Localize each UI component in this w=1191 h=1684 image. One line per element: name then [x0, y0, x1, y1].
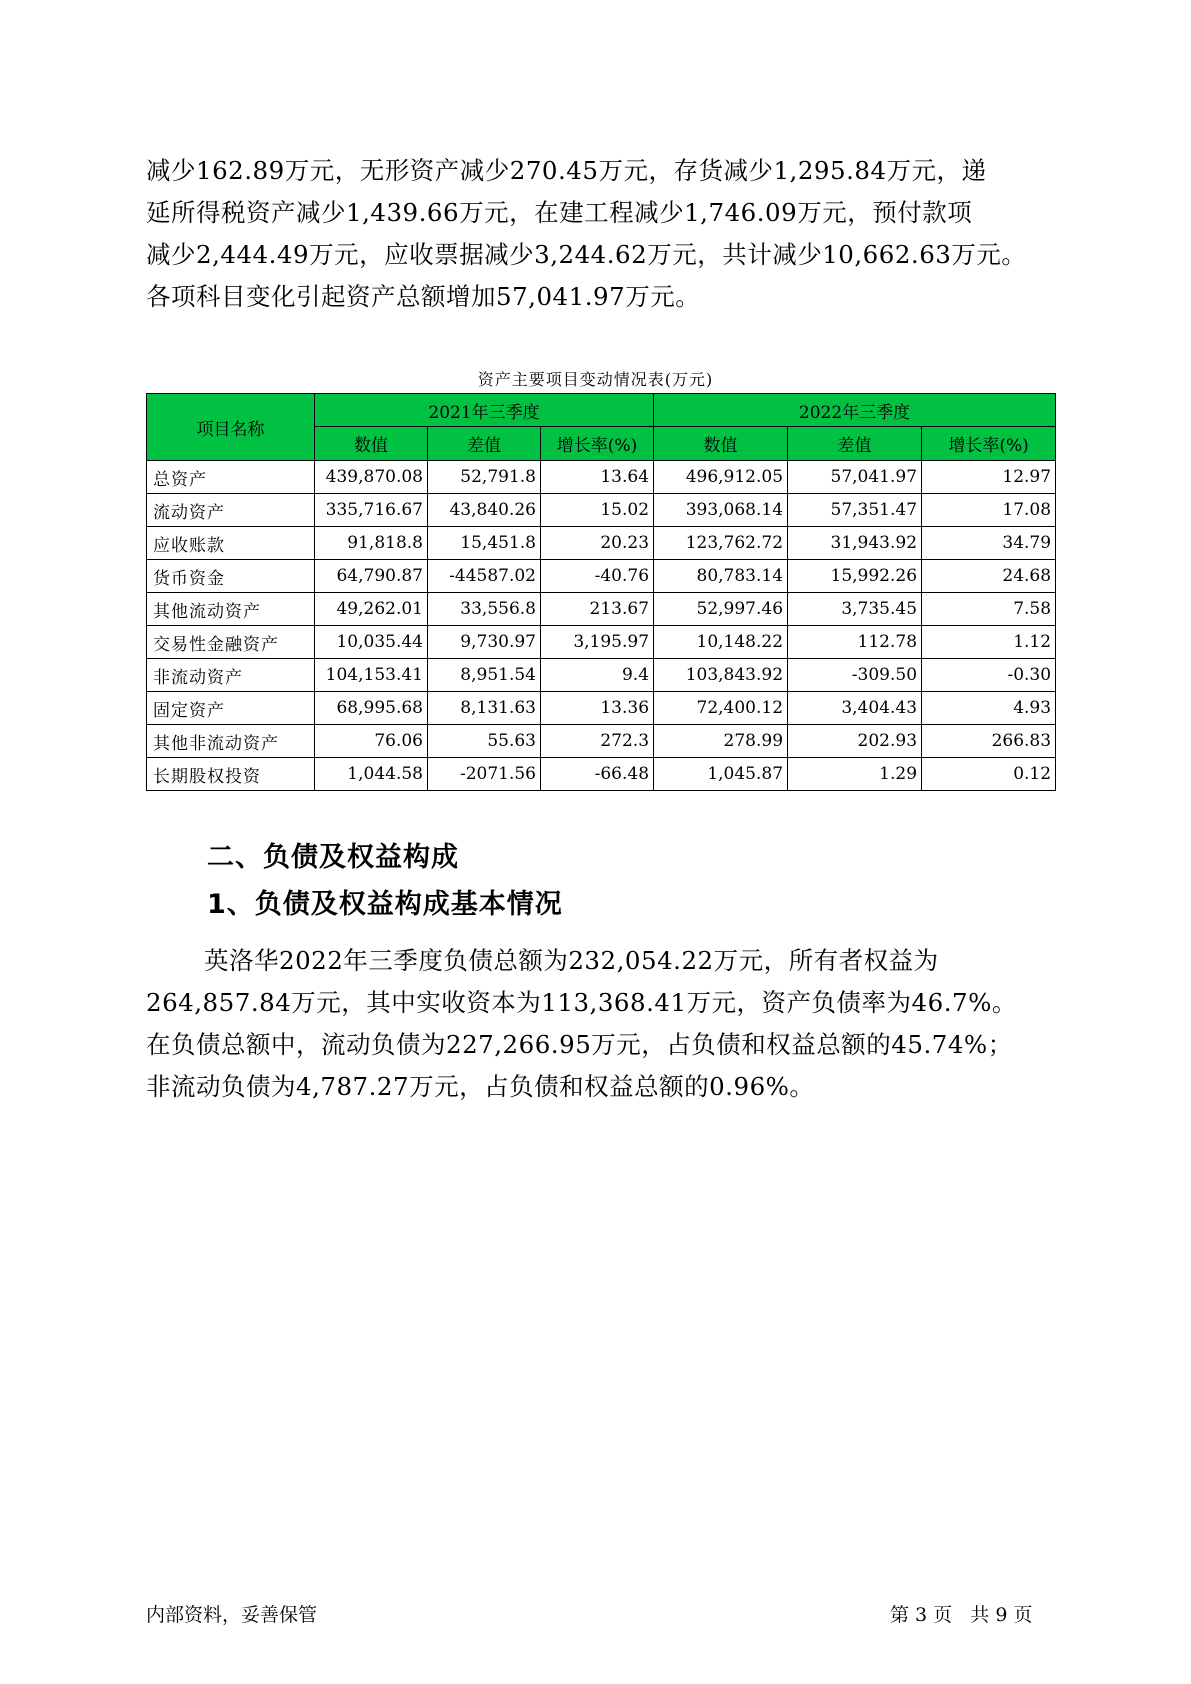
cell-value: 335,716.67 [315, 494, 428, 527]
subheader-difference: 差值 [428, 427, 541, 461]
cell-value: 104,153.41 [315, 659, 428, 692]
cell-value: 439,870.08 [315, 461, 428, 494]
body-line: 在负债总额中，流动负债为227,266.95万元，占负债和权益总额的45.74%； [146, 1030, 1013, 1059]
body-line: 英洛华2022年三季度负债总额为232,054.22万元，所有者权益为 [204, 946, 939, 975]
row-label: 固定资产 [147, 692, 315, 725]
cell-growth-rate: 12.97 [922, 461, 1056, 494]
row-label: 其他非流动资产 [147, 725, 315, 758]
cell-growth-rate: 9.4 [541, 659, 654, 692]
table-row [147, 725, 1056, 758]
cell-growth-rate: 24.68 [922, 560, 1056, 593]
cell-difference: 15,451.8 [428, 527, 541, 560]
cell-difference: 55.63 [428, 725, 541, 758]
table-row [147, 494, 1056, 527]
table-row [147, 527, 1056, 560]
cell-difference: 43,840.26 [428, 494, 541, 527]
cell-growth-rate: 3,195.97 [541, 626, 654, 659]
subheader-growth-rate: 增长率(%) [922, 427, 1056, 461]
cell-difference: 57,041.97 [788, 461, 922, 494]
row-label: 长期股权投资 [147, 758, 315, 791]
row-label: 非流动资产 [147, 659, 315, 692]
header-2021-q3: 2021年三季度 [315, 394, 654, 427]
cell-difference: 33,556.8 [428, 593, 541, 626]
cell-growth-rate: 20.23 [541, 527, 654, 560]
cell-difference: 9,730.97 [428, 626, 541, 659]
cell-difference: 31,943.92 [788, 527, 922, 560]
cell-difference: -309.50 [788, 659, 922, 692]
table-row [147, 659, 1056, 692]
cell-value: 278.99 [654, 725, 788, 758]
intro-line: 各项科目变化引起资产总额增加57,041.97万元。 [146, 282, 701, 311]
cell-value: 10,148.22 [654, 626, 788, 659]
cell-value: 496,912.05 [654, 461, 788, 494]
cell-growth-rate: 17.08 [922, 494, 1056, 527]
cell-growth-rate: 13.36 [541, 692, 654, 725]
cell-difference: 3,735.45 [788, 593, 922, 626]
table-caption: 资产主要项目变动情况表(万元) [477, 370, 714, 389]
cell-growth-rate: 272.3 [541, 725, 654, 758]
table-row [147, 593, 1056, 626]
intro-line: 延所得税资产减少1,439.66万元，在建工程减少1,746.09万元，预付款项 [146, 198, 973, 227]
liabilities-paragraph [146, 940, 1046, 1108]
cell-growth-rate: -0.30 [922, 659, 1056, 692]
cell-value: 68,995.68 [315, 692, 428, 725]
cell-difference: 8,131.63 [428, 692, 541, 725]
subheader-difference: 差值 [788, 427, 922, 461]
cell-value: 80,783.14 [654, 560, 788, 593]
subheader-value: 数值 [315, 427, 428, 461]
cell-growth-rate: -66.48 [541, 758, 654, 791]
cell-difference: -2071.56 [428, 758, 541, 791]
subheader-growth-rate: 增长率(%) [541, 427, 654, 461]
body-line: 264,857.84万元，其中实收资本为113,368.41万元，资产负债率为46.7%。 [146, 988, 1017, 1017]
cell-growth-rate: 1.12 [922, 626, 1056, 659]
cell-growth-rate: 7.58 [922, 593, 1056, 626]
table-row [147, 461, 1056, 494]
intro-line: 减少2,444.49万元，应收票据减少3,244.62万元，共计减少10,662.63万元。 [146, 240, 1027, 269]
intro-line: 减少162.89万元，无形资产减少270.45万元，存货减少1,295.84万元，递 [146, 156, 987, 185]
cell-value: 49,262.01 [315, 593, 428, 626]
cell-value: 76.06 [315, 725, 428, 758]
row-label: 交易性金融资产 [147, 626, 315, 659]
cell-value: 393,068.14 [654, 494, 788, 527]
cell-value: 52,997.46 [654, 593, 788, 626]
header-item-name: 项目名称 [147, 394, 315, 461]
cell-value: 64,790.87 [315, 560, 428, 593]
cell-growth-rate: 0.12 [922, 758, 1056, 791]
cell-difference: 112.78 [788, 626, 922, 659]
cell-value: 103,843.92 [654, 659, 788, 692]
cell-difference: 8,951.54 [428, 659, 541, 692]
footer-page-number: 第 3 页 共 9 页 [890, 1604, 1033, 1626]
cell-difference: 1.29 [788, 758, 922, 791]
cell-value: 123,762.72 [654, 527, 788, 560]
cell-growth-rate: 15.02 [541, 494, 654, 527]
section-heading: 二、负债及权益构成 [207, 842, 459, 873]
subsection-heading: 1、负债及权益构成基本情况 [207, 889, 563, 920]
cell-difference: 3,404.43 [788, 692, 922, 725]
cell-growth-rate: 213.67 [541, 593, 654, 626]
cell-value: 1,045.87 [654, 758, 788, 791]
cell-value: 10,035.44 [315, 626, 428, 659]
row-label: 流动资产 [147, 494, 315, 527]
row-label: 货币资金 [147, 560, 315, 593]
body-line: 非流动负债为4,787.27万元，占负债和权益总额的0.96%。 [146, 1072, 815, 1101]
cell-growth-rate: -40.76 [541, 560, 654, 593]
subheader-value: 数值 [654, 427, 788, 461]
cell-difference: 57,351.47 [788, 494, 922, 527]
footer-confidential-note: 内部资料，妥善保管 [146, 1604, 318, 1626]
table-row [147, 560, 1056, 593]
cell-growth-rate: 13.64 [541, 461, 654, 494]
row-label: 其他流动资产 [147, 593, 315, 626]
cell-difference: -44587.02 [428, 560, 541, 593]
table-row [147, 758, 1056, 791]
cell-value: 72,400.12 [654, 692, 788, 725]
cell-value: 1,044.58 [315, 758, 428, 791]
table-row [147, 692, 1056, 725]
header-2022-q3: 2022年三季度 [654, 394, 1056, 427]
intro-paragraph [146, 150, 1046, 318]
cell-growth-rate: 34.79 [922, 527, 1056, 560]
asset-changes-table [146, 393, 1056, 791]
table-row [147, 626, 1056, 659]
cell-growth-rate: 266.83 [922, 725, 1056, 758]
cell-difference: 15,992.26 [788, 560, 922, 593]
cell-difference: 202.93 [788, 725, 922, 758]
cell-difference: 52,791.8 [428, 461, 541, 494]
row-label: 总资产 [147, 461, 315, 494]
row-label: 应收账款 [147, 527, 315, 560]
cell-growth-rate: 4.93 [922, 692, 1056, 725]
cell-value: 91,818.8 [315, 527, 428, 560]
